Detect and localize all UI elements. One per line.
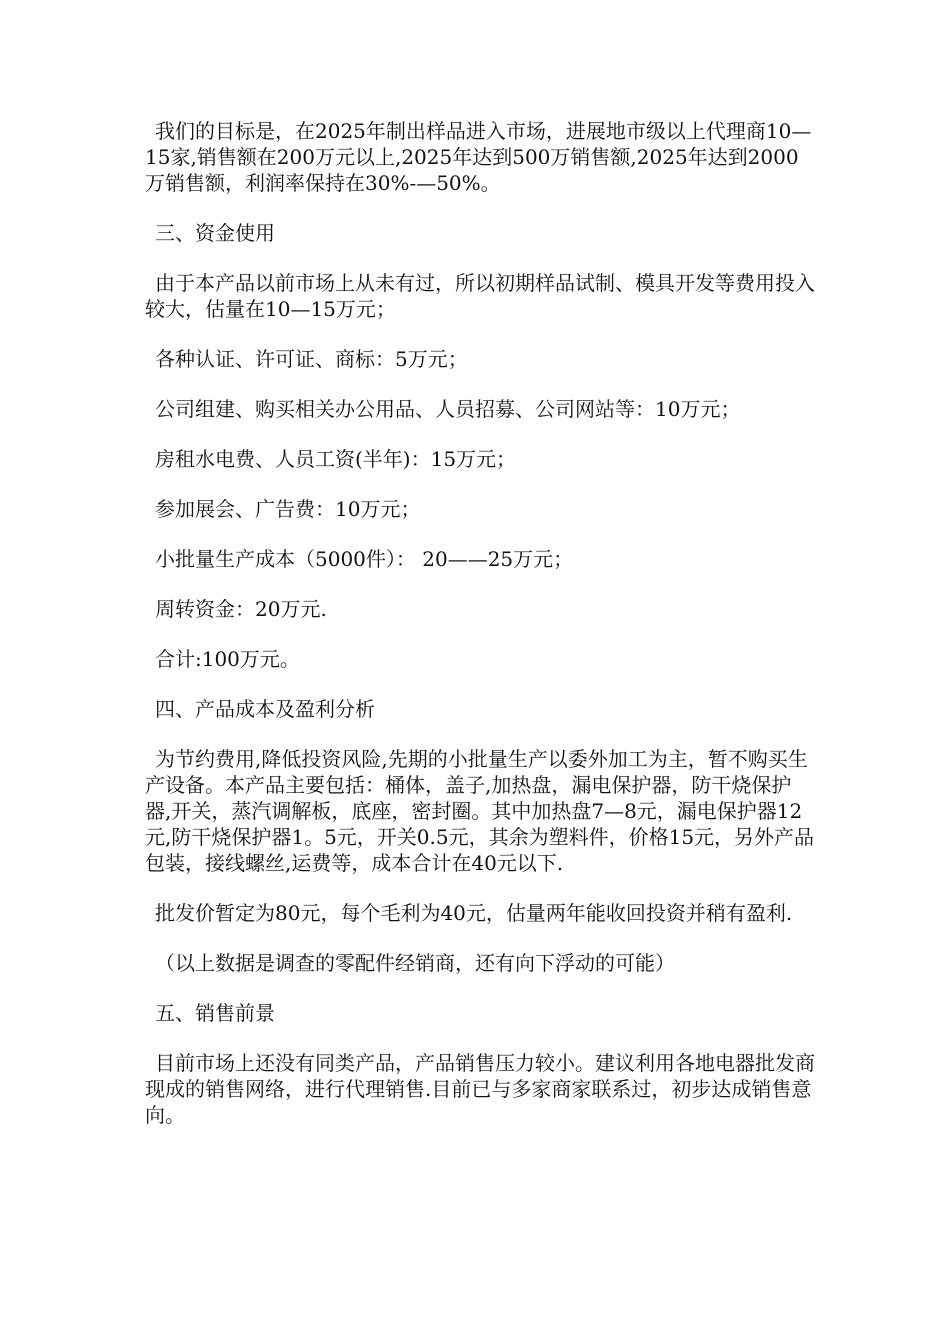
item-rent-wages: 房租水电费、人员工资(半年)：15万元； (155, 447, 517, 471)
item-total: 合计:100万元。 (155, 647, 300, 671)
document-body (145, 118, 817, 1128)
heading-fund-usage: 三、资金使用 (155, 221, 275, 245)
item-exhibition-ads: 参加展会、广告费：10万元； (155, 497, 421, 521)
heading-sales-outlook: 五、销售前景 (155, 1001, 275, 1025)
item-working-capital: 周转资金：20万元. (155, 597, 327, 621)
item-certification: 各种认证、许可证、商标：5万元； (155, 347, 468, 371)
paragraph-cost-breakdown: 为节约费用,降低投资风险,先期的小批量生产以委外加工为主，暂不购买生产设备。本产品主要包括：桶体，盖子,加热盘，漏电保护器，防干烧保护器,开关，蒸汽调解板，底座，密封圈。其中加热盘7—8元，漏电保护器12元,防干烧保护器1。5元，开关0.5元，其余为塑料件，价格15元，另外产品包装，接线螺丝,运费等，成本合计在40元以下. (145, 747, 815, 875)
heading-cost-profit: 四、产品成本及盈利分析 (155, 697, 375, 721)
paragraph-data-note: （以上数据是调查的零配件经销商，还有向下浮动的可能） (155, 951, 675, 975)
paragraph-wholesale-price: 批发价暂定为80元，每个毛利为40元，估量两年能收回投资并稍有盈利. (155, 901, 793, 925)
item-production-cost: 小批量生产成本（5000件）： 20——25万元； (155, 547, 574, 571)
paragraph-initial-costs: 由于本产品以前市场上从未有过，所以初期样品试制、模具开发等费用投入较大，估量在10—15万元； (145, 271, 815, 321)
paragraph-sales-outlook: 目前市场上还没有同类产品，产品销售压力较小。建议利用各地电器批发商现成的销售网络，进行代理销售.目前已与多家商家联系过，初步达成销售意向。 (145, 1051, 815, 1127)
paragraph-goals: 我们的目标是，在2025年制出样品进入市场，进展地市级以上代理商10—15家,销售额在200万元以上,2025年达到500万销售额,2025年达到2000万销售额，利润率保持在30%-—50%。 (145, 119, 812, 195)
item-company-setup: 公司组建、购买相关办公用品、人员招募、公司网站等：10万元； (155, 397, 741, 421)
